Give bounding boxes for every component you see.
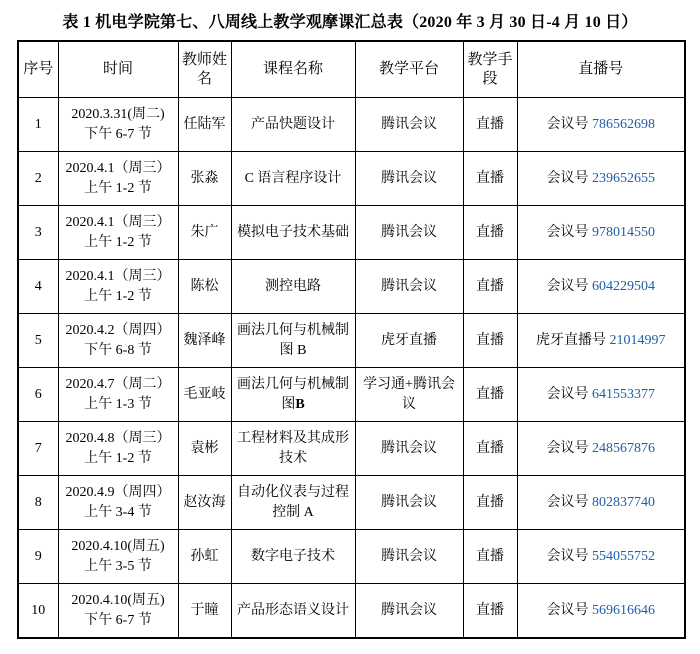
cell-course: 模拟电子技术基础 bbox=[231, 206, 355, 260]
cell-course: 画法几何与机械制图 B bbox=[231, 314, 355, 368]
table-row bbox=[18, 584, 685, 639]
cell-live-number: 会议号 239652655 bbox=[517, 152, 685, 206]
cell-course: 产品快题设计 bbox=[231, 98, 355, 152]
cell-live-number: 会议号 641553377 bbox=[517, 368, 685, 422]
cell-platform: 虎牙直播 bbox=[355, 314, 463, 368]
header-row bbox=[18, 41, 685, 98]
cell-platform: 腾讯会议 bbox=[355, 530, 463, 584]
cell-method: 直播 bbox=[463, 98, 517, 152]
cell-method: 直播 bbox=[463, 206, 517, 260]
col-header-platform: 教学平台 bbox=[355, 41, 463, 98]
cell-platform: 腾讯会议 bbox=[355, 206, 463, 260]
cell-time: 2020.3.31(周二) 下午 6-7 节 bbox=[58, 98, 178, 152]
cell-live-number: 会议号 786562698 bbox=[517, 98, 685, 152]
cell-teacher: 任陆军 bbox=[178, 98, 231, 152]
cell-index: 8 bbox=[18, 476, 58, 530]
cell-course: 工程材料及其成形技术 bbox=[231, 422, 355, 476]
cell-index: 6 bbox=[18, 368, 58, 422]
table-row bbox=[18, 530, 685, 584]
col-header-course: 课程名称 bbox=[231, 41, 355, 98]
table-body bbox=[18, 98, 685, 639]
cell-method: 直播 bbox=[463, 152, 517, 206]
cell-teacher: 朱广 bbox=[178, 206, 231, 260]
cell-index: 10 bbox=[18, 584, 58, 639]
col-header-teacher: 教师姓名 bbox=[178, 41, 231, 98]
cell-index: 1 bbox=[18, 98, 58, 152]
cell-index: 3 bbox=[18, 206, 58, 260]
cell-teacher: 张淼 bbox=[178, 152, 231, 206]
cell-course: C 语言程序设计 bbox=[231, 152, 355, 206]
cell-platform: 腾讯会议 bbox=[355, 260, 463, 314]
cell-time: 2020.4.10(周五) 下午 6-7 节 bbox=[58, 584, 178, 639]
cell-time: 2020.4.2（周四） 下午 6-8 节 bbox=[58, 314, 178, 368]
cell-time: 2020.4.1（周三） 上午 1-2 节 bbox=[58, 206, 178, 260]
table-row bbox=[18, 206, 685, 260]
cell-course: 测控电路 bbox=[231, 260, 355, 314]
cell-method: 直播 bbox=[463, 422, 517, 476]
cell-teacher: 于瞳 bbox=[178, 584, 231, 639]
cell-time: 2020.4.8（周三） 上午 1-2 节 bbox=[58, 422, 178, 476]
cell-live-number: 会议号 248567876 bbox=[517, 422, 685, 476]
cell-live-number: 虎牙直播号 21014997 bbox=[517, 314, 685, 368]
col-header-time: 时间 bbox=[58, 41, 178, 98]
cell-method: 直播 bbox=[463, 314, 517, 368]
cell-live-number: 会议号 802837740 bbox=[517, 476, 685, 530]
cell-index: 9 bbox=[18, 530, 58, 584]
cell-teacher: 孙虹 bbox=[178, 530, 231, 584]
schedule-table bbox=[17, 40, 686, 639]
cell-platform: 腾讯会议 bbox=[355, 152, 463, 206]
cell-index: 7 bbox=[18, 422, 58, 476]
cell-teacher: 赵汝海 bbox=[178, 476, 231, 530]
cell-platform: 腾讯会议 bbox=[355, 422, 463, 476]
table-row bbox=[18, 98, 685, 152]
cell-method: 直播 bbox=[463, 368, 517, 422]
cell-live-number: 会议号 604229504 bbox=[517, 260, 685, 314]
table-row bbox=[18, 260, 685, 314]
table-row bbox=[18, 152, 685, 206]
cell-course: 数字电子技术 bbox=[231, 530, 355, 584]
table-row bbox=[18, 476, 685, 530]
cell-method: 直播 bbox=[463, 476, 517, 530]
cell-teacher: 毛亚岐 bbox=[178, 368, 231, 422]
cell-method: 直播 bbox=[463, 584, 517, 639]
cell-platform: 腾讯会议 bbox=[355, 98, 463, 152]
table-row bbox=[18, 422, 685, 476]
cell-platform: 腾讯会议 bbox=[355, 584, 463, 639]
cell-platform: 学习通+腾讯会议 bbox=[355, 368, 463, 422]
col-header-live: 直播号 bbox=[517, 41, 685, 98]
cell-time: 2020.4.1（周三） 上午 1-2 节 bbox=[58, 152, 178, 206]
table-row bbox=[18, 368, 685, 422]
cell-platform: 腾讯会议 bbox=[355, 476, 463, 530]
cell-teacher: 袁彬 bbox=[178, 422, 231, 476]
cell-teacher: 魏泽峰 bbox=[178, 314, 231, 368]
cell-time: 2020.4.9（周四） 上午 3-4 节 bbox=[58, 476, 178, 530]
col-header-method: 教学手段 bbox=[463, 41, 517, 98]
cell-method: 直播 bbox=[463, 260, 517, 314]
cell-time: 2020.4.1（周三） 上午 1-2 节 bbox=[58, 260, 178, 314]
cell-live-number: 会议号 554055752 bbox=[517, 530, 685, 584]
cell-method: 直播 bbox=[463, 530, 517, 584]
table-row bbox=[18, 314, 685, 368]
cell-live-number: 会议号 978014550 bbox=[517, 206, 685, 260]
cell-time: 2020.4.7（周二） 上午 1-3 节 bbox=[58, 368, 178, 422]
cell-teacher: 陈松 bbox=[178, 260, 231, 314]
cell-course: 自动化仪表与过程控制 A bbox=[231, 476, 355, 530]
cell-course: 画法几何与机械制图B bbox=[231, 368, 355, 422]
cell-index: 5 bbox=[18, 314, 58, 368]
table-caption: 表 1 机电学院第七、八周线上教学观摩课汇总表（2020 年 3 月 30 日-4 月 10 日） bbox=[62, 14, 638, 31]
cell-live-number: 会议号 569616646 bbox=[517, 584, 685, 639]
col-header-index: 序号 bbox=[18, 41, 58, 98]
cell-index: 2 bbox=[18, 152, 58, 206]
cell-time: 2020.4.10(周五) 上午 3-5 节 bbox=[58, 530, 178, 584]
cell-course: 产品形态语义设计 bbox=[231, 584, 355, 639]
cell-index: 4 bbox=[18, 260, 58, 314]
